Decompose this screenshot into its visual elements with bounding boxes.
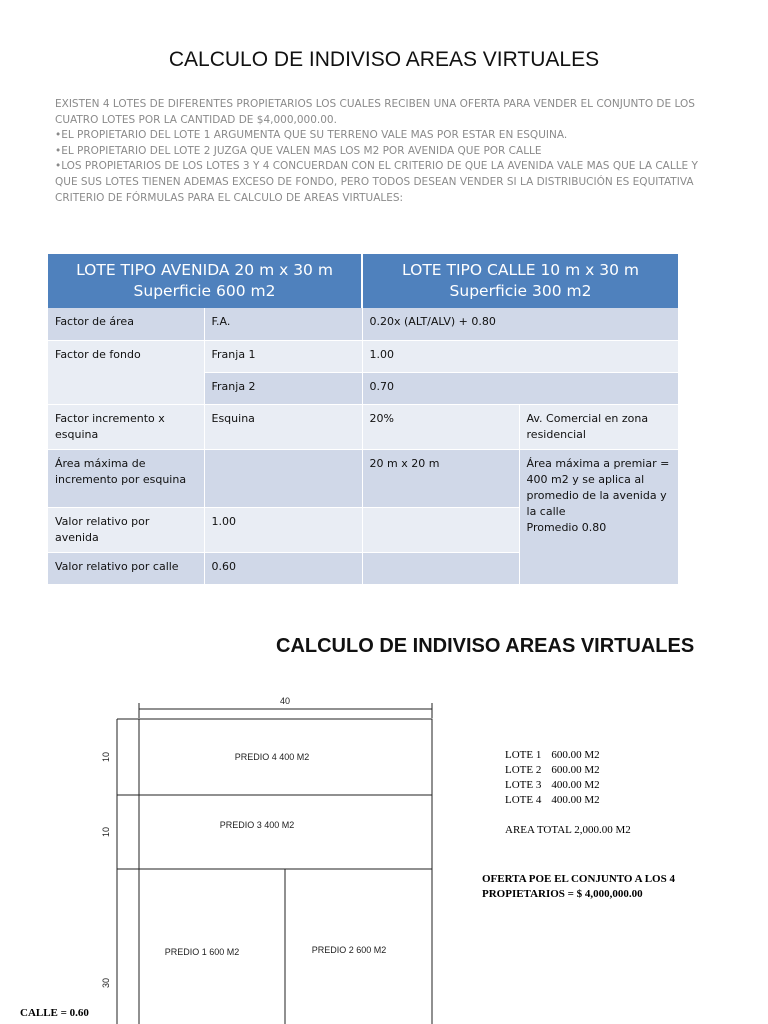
- lot-name: LOTE 3: [505, 779, 542, 791]
- intro-criteria: CRITERIO DE FÓRMULAS PARA EL CALCULO DE AREAS VIRTUALES:: [55, 192, 404, 204]
- intro-text: [55, 97, 715, 207]
- table-cell: Valor relativo por calle: [48, 552, 204, 584]
- lot-name: LOTE 2: [505, 764, 542, 776]
- lot-criteria-table: [48, 254, 679, 585]
- table-cell: Franja 1: [204, 340, 362, 372]
- table-cell: [362, 507, 519, 552]
- table-cell: 0.60: [204, 552, 362, 584]
- dimension-label-30: 30: [101, 977, 111, 989]
- table-cell: Área máxima de incremento por esquina: [48, 449, 204, 507]
- table-cell: 0.20x (ALT/ALV) + 0.80: [362, 308, 678, 340]
- table-cell: Esquina: [204, 404, 362, 449]
- calle-value: CALLE = 0.60: [20, 1007, 89, 1019]
- dimension-label-10a: 10: [101, 751, 111, 763]
- table-cell: 20%: [362, 404, 519, 449]
- section-title: CALCULO DE INDIVISO AREAS VIRTUALES: [276, 635, 695, 657]
- dimension-label-40: 40: [279, 696, 291, 706]
- table-note-average: Promedio 0.80: [526, 520, 607, 534]
- list-item: [505, 748, 600, 763]
- predio-3-label: PREDIO 3 400 M2: [219, 820, 295, 830]
- table-cell: F.A.: [204, 308, 362, 340]
- list-item: [505, 793, 600, 808]
- lot-area: 600.00 M2: [551, 749, 600, 761]
- intro-bullet-lotes-3-4: •LOS PROPIETARIOS DE LOS LOTES 3 Y 4 CONCUERDAN CON EL CRITERIO DE QUE LA AVENIDA VALE MAS QUE LA CALLE Y QUE SUS LOTES TIENEN ADEMAS EXCESO DE FONDO, PERO TODOS DESEAN VENDER SI LA DISTRIBUCIÓN ES EQUITATIVA: [55, 160, 698, 188]
- intro-bullet-lote-2: •EL PROPIETARIO DEL LOTE 2 JUZGA QUE VALEN MAS LOS M2 POR AVENIDA QUE POR CALLE: [55, 144, 542, 157]
- lot-name: LOTE 1: [505, 749, 542, 761]
- predio-3-outline: [139, 795, 432, 869]
- predio-1-label: PREDIO 1 600 M2: [164, 947, 240, 957]
- table-cell: 1.00: [204, 507, 362, 552]
- table-cell: [519, 449, 678, 584]
- total-area: AREA TOTAL 2,000.00 M2: [505, 824, 631, 836]
- table-note: Área máxima a premiar = 400 m2 y se aplica al promedio de la avenida y la calle: [526, 456, 670, 518]
- list-item: [505, 778, 600, 793]
- table-cell: Factor de área: [48, 308, 204, 340]
- predio-4-label: PREDIO 4 400 M2: [234, 752, 310, 762]
- lot-area: 600.00 M2: [551, 764, 600, 776]
- table-cell: 20 m x 20 m: [362, 449, 519, 507]
- predio-2-label: PREDIO 2 600 M2: [311, 945, 387, 955]
- header-lote-calle-area: Superficie 300 m2: [449, 282, 592, 300]
- table-row: [48, 340, 678, 372]
- offer-text: OFERTA POE EL CONJUNTO A LOS 4 PROPIETARIOS = $ 4,000,000.00: [482, 873, 675, 900]
- site-plan: [0, 680, 768, 1024]
- lot-area: 400.00 M2: [551, 779, 600, 791]
- header-lote-avenida-area: Superficie 600 m2: [133, 282, 276, 300]
- header-lote-avenida: [48, 254, 362, 308]
- table-cell: [362, 552, 519, 584]
- table-cell: Valor relativo por avenida: [48, 507, 204, 552]
- lot-name: LOTE 4: [505, 794, 542, 806]
- table-cell: 0.70: [362, 372, 678, 404]
- table-cell: Franja 2: [204, 372, 362, 404]
- table-row: [48, 308, 678, 340]
- header-lote-calle: [362, 254, 678, 308]
- table-row: [48, 449, 678, 507]
- intro-paragraph: EXISTEN 4 LOTES DE DIFERENTES PROPIETARIOS LOS CUALES RECIBEN UNA OFERTA PARA VENDER EL CONJUNTO DE LOS CUATRO LOTES POR LA CANTIDAD DE $4,000,000.00.: [55, 98, 695, 126]
- list-item: [505, 763, 600, 778]
- table-cell: Factor de fondo: [48, 340, 204, 404]
- dimension-label-10b: 10: [101, 826, 111, 838]
- table-row: [48, 404, 678, 449]
- table-cell: [204, 449, 362, 507]
- lot-area-list: [505, 748, 600, 808]
- table-cell: 1.00: [362, 340, 678, 372]
- lot-area: 400.00 M2: [551, 794, 600, 806]
- table-cell: Av. Comercial en zona residencial: [519, 404, 678, 449]
- page-title: CALCULO DE INDIVISO AREAS VIRTUALES: [168, 48, 600, 71]
- intro-bullet-lote-1: •EL PROPIETARIO DEL LOTE 1 ARGUMENTA QUE SU TERRENO VALE MAS POR ESTAR EN ESQUINA.: [55, 129, 568, 141]
- header-lote-calle-dims: LOTE TIPO CALLE 10 m x 30 m: [402, 261, 639, 279]
- table-cell: Factor incremento x esquina: [48, 404, 204, 449]
- header-lote-avenida-dims: LOTE TIPO AVENIDA 20 m x 30 m: [76, 261, 333, 279]
